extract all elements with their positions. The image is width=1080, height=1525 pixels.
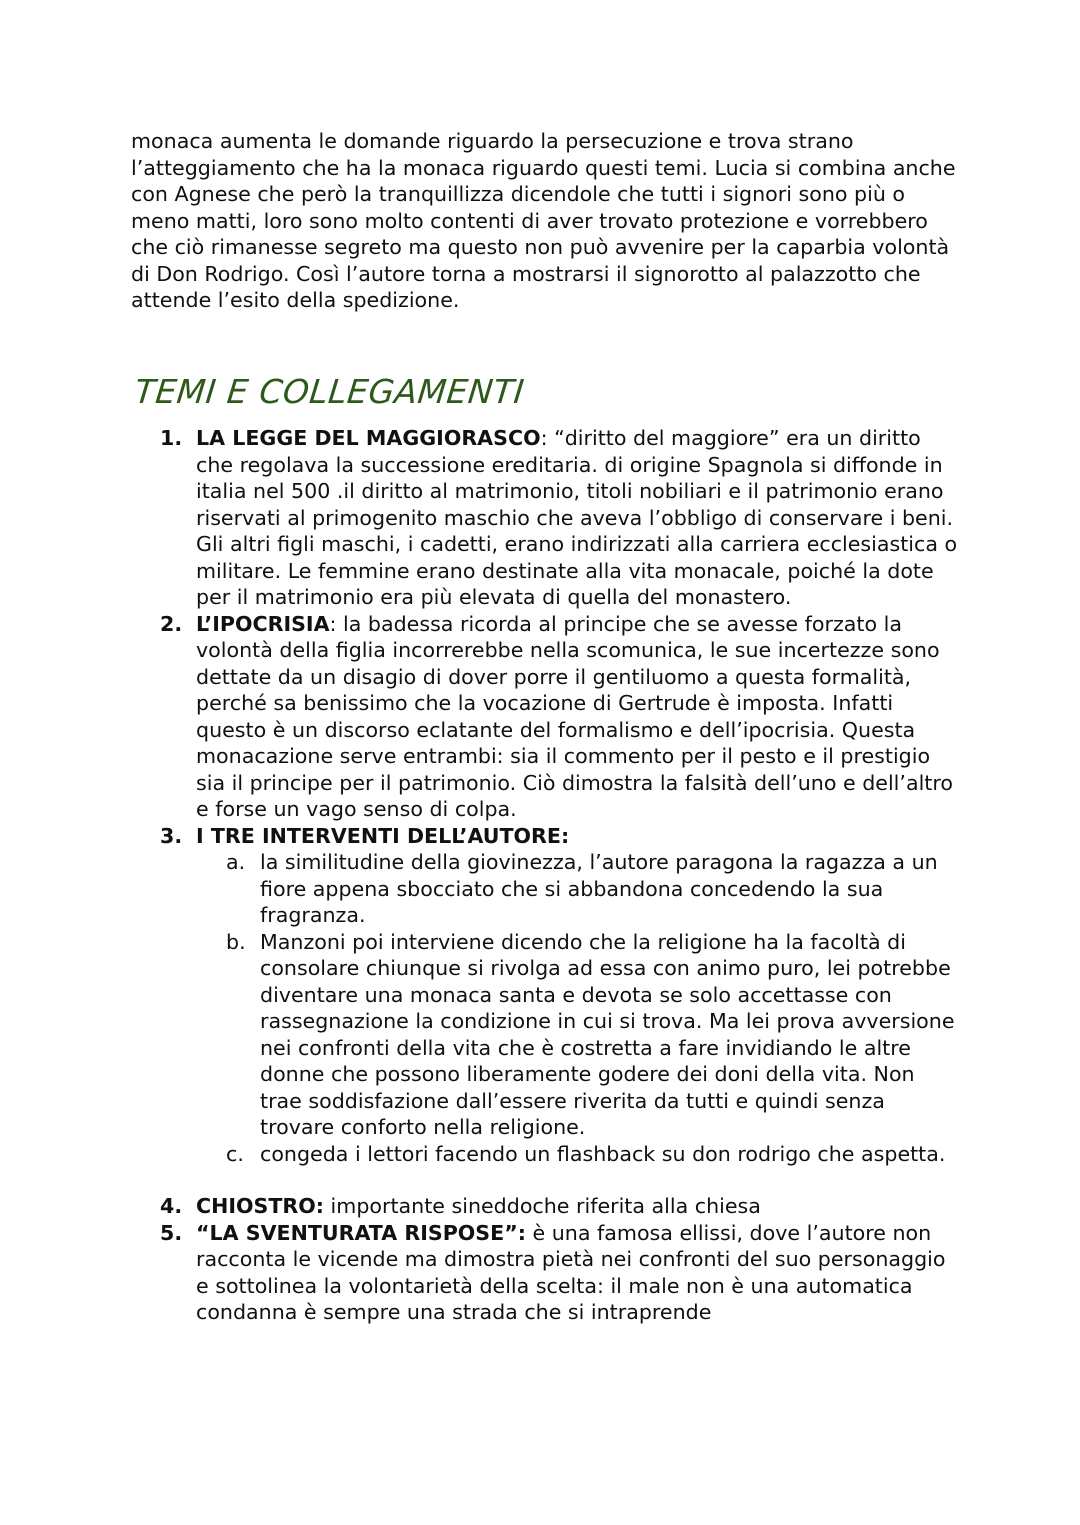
theme-item-4 (160, 1193, 960, 1220)
sub-letter: c. (226, 1141, 244, 1166)
subitem-text: congeda i lettori facendo un flashback su don rodrigo che aspetta. (260, 1141, 946, 1166)
theme-text: : la badessa ricorda al principe che se avesse forzato la volontà della figlia incorrerebbe nella scomunica, le sue incertezze sono dettate da un disagio di dover porre il gentiluomo a questa formalità, perché sa benissimo che la vocazione di Gertrude è imposta. Infatti questo è un discorso eclatante del formalismo e dell’ipocrisia. Questa monacazione serve entrambi: sia il commento per il pesto e il prestigio sia il principe per il patrimonio. Ciò dimostra la falsità dell’uno e dell’altro e forse un vago senso di colpa. (196, 611, 953, 821)
theme-item-3 (160, 823, 960, 1168)
subitem-a (226, 849, 960, 929)
subitem-text: Manzoni poi interviene dicendo che la religione ha la facoltà di consolare chiunque si rivolga ad essa con animo puro, lei potrebbe diventare una monaca santa e devota se solo accettasse con rassegnazione la condizione in cui si trova. Ma lei prova avversione nei confronti della vita che è costretta a fare invidiando le altre donne che possono liberamente godere dei doni della vita. Non trae soddisfazione dall’essere riverita da tutti e quindi senza trovare conforto nella religione. (260, 929, 955, 1139)
theme-text: : “diritto del maggiore” era un diritto che regolava la successione ereditaria. di origine Spagnola si diffonde in italia nel 500 .il diritto al matrimonio, titoli nobiliari e il patrimonio erano riservati al primogenito maschio che aveva l’obbligo di conservare i beni. Gli altri figli maschi, i cadetti, erano indirizzati alla carriera ecclesiastica o militare. Le femmine erano destinate alla vita monacale, poiché la dote per il matrimonio era più elevata di quella del monastero. (196, 426, 958, 609)
subitem-b (226, 929, 960, 1141)
list-number: 1. (160, 426, 183, 450)
subitem-text: la similitudine della giovinezza, l’autore paragona la ragazza a un fiore appena sbocciato che si abbandona concedendo la sua fragranza. (260, 850, 938, 927)
subitem-c (226, 1141, 960, 1168)
theme-text: importante sineddoche riferita alla chiesa (324, 1194, 761, 1218)
themes-list (160, 425, 960, 1326)
theme-label: L’IPOCRISIA (196, 611, 330, 636)
theme-text: è una famosa ellissi, dove l’autore non racconta le vicende ma dimostra pietà nei confronti del suo personaggio e sottolinea la volontarietà della scelta: il male non è una automatica condanna è sempre una strada che si intraprende (196, 1220, 946, 1324)
theme-item-2 (160, 611, 960, 823)
theme-item-1 (160, 425, 960, 611)
sub-letter: a. (226, 850, 246, 874)
section-title: TEMI E COLLEGAMENTI (132, 372, 527, 411)
sub-letter: b. (226, 929, 246, 954)
theme-label: LA LEGGE DEL MAGGIORASCO (196, 426, 541, 450)
theme-label: CHIOSTRO: (196, 1194, 324, 1218)
theme-item-5 (160, 1220, 960, 1326)
intro-paragraph: monaca aumenta le domande riguardo la persecuzione e trova strano l’atteggiamento che ha la monaca riguardo questi temi. Lucia si combina anche con Agnese che però la tranquillizza dicendole che tutti i signori sono più o meno matti, loro sono molto contenti di aver trovato protezione e vorrebbero che ciò rimanesse segreto ma questo non può avvenire per la caparbia volontà di Don Rodrigo. Così l’autore torna a mostrarsi il signorotto al palazzotto che attende l’esito della spedizione. (131, 129, 956, 312)
list-number: 5. (160, 1220, 183, 1245)
list-number: 3. (160, 823, 183, 848)
theme-label: I TRE INTERVENTI DELL’AUTORE: (196, 823, 570, 848)
theme-label: “LA SVENTURATA RISPOSE”: (196, 1220, 526, 1245)
list-number: 2. (160, 611, 183, 636)
list-number: 4. (160, 1194, 183, 1218)
author-interventions-list (226, 849, 960, 1167)
